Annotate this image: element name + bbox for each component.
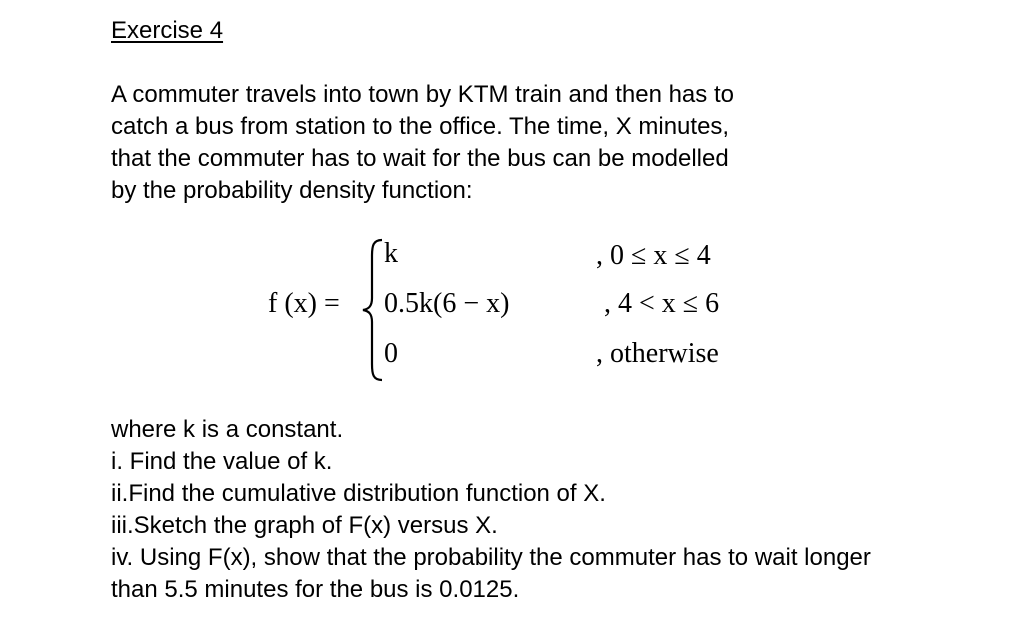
left-brace-icon xyxy=(360,238,386,382)
question-line: than 5.5 minutes for the bus is 0.0125. xyxy=(111,576,520,603)
question-line: ii.Find the cumulative distribution function of X. xyxy=(111,480,606,507)
case-2-condition: , 4 < x ≤ 6 xyxy=(604,288,720,319)
case-3-condition: , otherwise xyxy=(596,338,719,369)
formula-lhs: f (x) = xyxy=(268,288,340,319)
question-line: iii.Sketch the graph of F(x) versus X. xyxy=(111,512,498,539)
intro-line: that the commuter has to wait for the bus can be modelled xyxy=(111,145,729,172)
case-2-expression: 0.5k(6 − x) xyxy=(384,288,510,319)
case-3-expression: 0 xyxy=(384,338,398,369)
question-list xyxy=(111,414,871,606)
case-1-expression: k xyxy=(384,238,398,269)
pdf-formula xyxy=(0,230,1024,390)
intro-line: by the probability density function: xyxy=(111,177,473,204)
exercise-title: Exercise 4 xyxy=(111,17,224,44)
intro-line: catch a bus from station to the office. The time, X minutes, xyxy=(111,113,730,140)
question-line: where k is a constant. xyxy=(111,416,344,443)
case-1-condition: , 0 ≤ x ≤ 4 xyxy=(596,240,711,271)
problem-statement xyxy=(111,79,734,207)
intro-line: A commuter travels into town by KTM train and then has to xyxy=(111,81,734,108)
question-line: iv. Using F(x), show that the probability the commuter has to wait longer xyxy=(111,544,871,571)
question-line: i. Find the value of k. xyxy=(111,448,333,475)
